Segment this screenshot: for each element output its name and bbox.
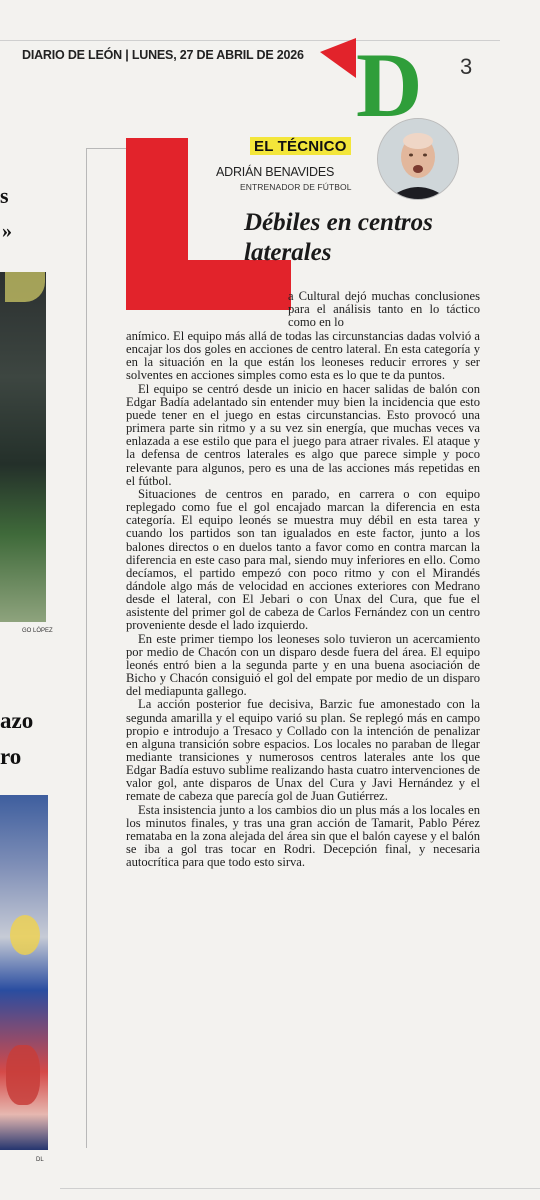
article-paragraph: El equipo se centró desde un inicio en hacer salidas de balón con Edgar Badía adelantado sin entender muy bien la incidencia que esto puede tener en el juego en estas circunstancias. Esto provocó una primera parte sin ritmo y a su vez sin energía, que muchas veces va enlazada a ese estilo que para el juego para atraer rivales. El ataque y la defensa de centros laterales es algo que parece simple y poco relevante para algunos, pero es una de las acciones más repetidas en el fútbol. (126, 381, 480, 488)
page-number: 3 (460, 54, 473, 79)
section-label: EL TÉCNICO (250, 137, 351, 155)
author-name: ADRIÁN BENAVIDES (216, 165, 335, 179)
author-avatar (377, 118, 459, 200)
article-headline: Débiles en centros laterales (244, 209, 433, 266)
frame-line-vertical (86, 148, 87, 1148)
article-paragraph: anímico. El equipo más allá de todas las circunstancias dadas volvió a encajar los dos goles en acciones de centro lateral. En esta categoría y en la situación en la que están los leoneses reducir errores y ser solventes en acciones simples como esta es lo que te da puntos. (126, 329, 480, 383)
left-photo-2 (0, 795, 48, 1150)
left-photo-1 (0, 272, 46, 622)
article-body (126, 330, 480, 869)
svg-text:L: L (126, 138, 127, 139)
section-d-logo (320, 38, 438, 120)
frame-line-horizontal (86, 148, 126, 149)
left-headline-fragment-2: » (2, 220, 12, 242)
author-role: ENTRENADOR DE FÚTBOL (240, 182, 352, 192)
photo-credit-2: DL (36, 1157, 44, 1163)
article-first-paragraph-lead: a Cultural dejó muchas conclusiones para el análisis tanto en lo táctico como en lo (288, 289, 480, 330)
article-paragraph: La acción posterior fue decisiva, Barzic fue amonestado con la segunda amarilla y el equipo varió su plan. Se replegó más en campo propio e introdujo a Tresaco y Collado con la intención de penalizar en alguna transición sobre espacios. Los locales no paraban de llegar mediante transiciones y numerosos centros laterales ante los que Edgar Badía estuvo sublime realizando hasta cuatro intervenciones de valor gol, ante disparos de Unax del Cura y Javi Hernández y el remate de cabeza que parecía gol de Juan Gutiérrez. (126, 697, 480, 804)
masthead: DIARIO DE LEÓN | LUNES, 27 DE ABRIL DE 2026 (22, 48, 304, 62)
article-paragraph: Esta insistencia junto a los cambios dio un plus más a los locales en los minutos finales, y tras una gran acción de Tamarit, Pablo Pérez remataba en la zona alejada del área sin que el balón cayese y el balón se iba a gol tras tocar en Rodri. Decepción final, y necesaria autocrítica para que todo esto sirva. (126, 802, 480, 870)
section-letter: D (356, 38, 423, 120)
left-headline-fragment-1: s (0, 183, 9, 208)
bottom-rule (60, 1188, 540, 1189)
article-paragraph: Situaciones de centros en parado, en carrera o con equipo replegado como fue el gol encajado marcan la diferencia en esta categoría. El equipo leonés se muestra muy débil en esta tarea y cuando los partidos son tan igualados en este factor, junto a los balones directos o en duelos tanto a favor como en contra marcan la diferencia en este caso para mal, siendo muy inferiores en ello. Como decíamos, el partido empezó con poco ritmo y con el Mirandés dándole algo más de velocidad en acciones exteriores con Medrano desde el lateral, con El Jebari o con Unax del Cura, que fue el asistente del primer gol de cabeza de Carlos Fernández con un centro proveniente desde el lado izquierdo. (126, 486, 480, 633)
left-headline-fragment-4: ro (0, 744, 22, 769)
article-paragraph: En este primer tiempo los leoneses solo tuvieron un acercamiento por medio de Chacón con un disparo desde fuera del área. El equipo leonés entró bien a la segunda parte y en una buena asociación de Bicho y Chacón consiguió el gol del empate por medio de un disparo del mediapunta gallego. (126, 631, 480, 699)
photo-credit-1: GO LÓPEZ (22, 628, 53, 634)
left-headline-fragment-3: azo (0, 708, 34, 733)
